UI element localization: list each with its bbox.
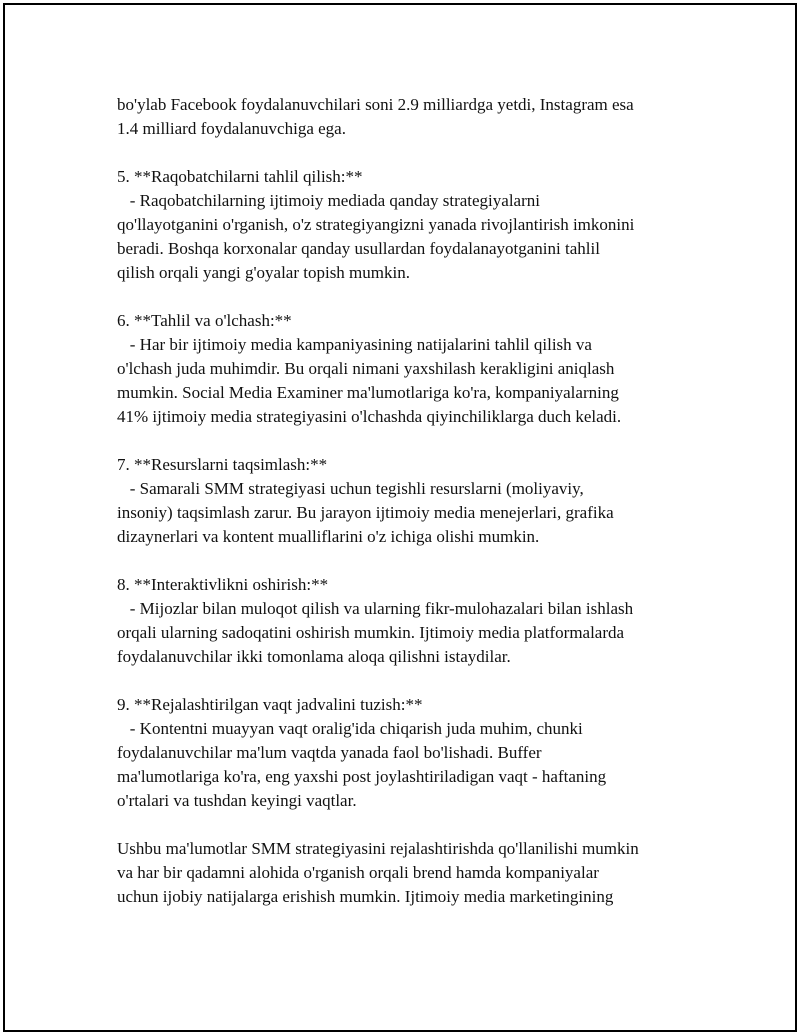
- closing-line: uchun ijobiy natijalarga erishish mumkin. Ijtimoiy media marketingining: [117, 887, 614, 906]
- section-line: beradi. Boshqa korxonalar qanday usullardan foydalanayotganini tahlil: [117, 239, 600, 258]
- section-line: qilish orqali yangi g'oyalar topish mumkin.: [117, 263, 410, 282]
- section-line: mumkin. Social Media Examiner ma'lumotlariga ko'ra, kompaniyalarning: [117, 383, 619, 402]
- paragraph-gap: [117, 285, 717, 309]
- section-heading: 6. **Tahlil va o'lchash:**: [117, 311, 292, 330]
- closing-line: va har bir qadamni alohida o'rganish orqali brend hamda kompaniyalar: [117, 863, 599, 882]
- section-heading: 9. **Rejalashtirilgan vaqt jadvalini tuzish:**: [117, 695, 423, 714]
- paragraph-gap: [117, 549, 717, 573]
- paragraph-gap: [117, 813, 717, 837]
- section-heading: 8. **Interaktivlikni oshirish:**: [117, 575, 329, 594]
- section-line: insoniy) taqsimlash zarur. Bu jarayon ijtimoiy media menejerlari, grafika: [117, 503, 614, 522]
- section-line: foydalanuvchilar ma'lum vaqtda yanada faol bo'lishadi. Buffer: [117, 743, 542, 762]
- section-line: - Kontentni muayyan vaqt oralig'ida chiqarish juda muhim, chunki: [117, 719, 583, 738]
- section-line: dizaynerlari va kontent mualliflarini o'z ichiga olishi mumkin.: [117, 527, 540, 546]
- section-line: - Samarali SMM strategiyasi uchun tegishli resurslarni (moliyaviy,: [117, 479, 584, 498]
- intro-line: 1.4 milliard foydalanuvchiga ega.: [117, 119, 346, 138]
- section-line: o'lchash juda muhimdir. Bu orqali nimani yaxshilash kerakligini aniqlash: [117, 359, 615, 378]
- section-line: foydalanuvchilar ikki tomonlama aloqa qilishni istaydilar.: [117, 647, 511, 666]
- section-line: - Raqobatchilarning ijtimoiy mediada qanday strategiyalarni: [117, 191, 540, 210]
- section-line: 41% ijtimoiy media strategiyasini o'lchashda qiyinchiliklarga duch keladi.: [117, 407, 622, 426]
- section-line: - Har bir ijtimoiy media kampaniyasining natijalarini tahlil qilish va: [117, 335, 592, 354]
- section-line: ma'lumotlariga ko'ra, eng yaxshi post joylashtiriladigan vaqt - haftaning: [117, 767, 607, 786]
- section-heading: 5. **Raqobatchilarni tahlil qilish:**: [117, 167, 363, 186]
- paragraph-gap: [117, 141, 717, 165]
- paragraph-gap: [117, 669, 717, 693]
- section-line: - Mijozlar bilan muloqot qilish va ularning fikr-mulohazalari bilan ishlash: [117, 599, 634, 618]
- section-line: o'rtalari va tushdan keyingi vaqtlar.: [117, 791, 357, 810]
- closing-line: Ushbu ma'lumotlar SMM strategiyasini rejalashtirishda qo'llanilishi mumkin: [117, 839, 639, 858]
- paragraph-gap: [117, 429, 717, 453]
- section-line: orqali ularning sadoqatini oshirish mumkin. Ijtimoiy media platformalarda: [117, 623, 625, 642]
- document-body: [117, 93, 717, 909]
- intro-line: bo'ylab Facebook foydalanuvchilari soni 2.9 milliardga yetdi, Instagram esa: [117, 95, 634, 114]
- section-heading: 7. **Resurslarni taqsimlash:**: [117, 455, 328, 474]
- section-line: qo'llayotganini o'rganish, o'z strategiyangizni yanada rivojlantirish imkonini: [117, 215, 635, 234]
